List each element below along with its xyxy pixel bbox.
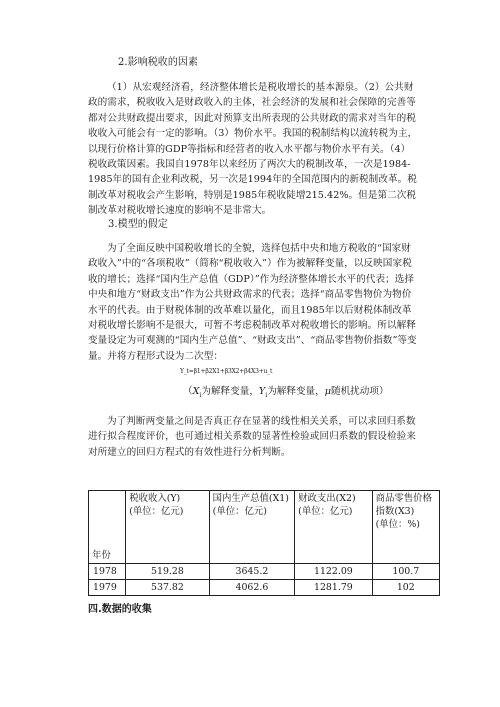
section-2-heading: 2.影响税收的因素 [118, 57, 198, 68]
column-header-name: 商品零售价格指数(X3) [375, 493, 432, 517]
column-header [295, 491, 372, 564]
retail-price-index-cell: 102 [372, 580, 439, 596]
section-2-paragraph: （1）从宏观经济看，经济整体增长是税收增长的基本源泉。（2）公共财政的需求，税收收入是财政收入的主体，社会经济的发展和社会保障的完善等都对公共财政提出要求，因此对预算支出所表现的公共财政的需求对当年的税收收入可能会有一定的影响。（3）物价水平。我国的税制结构以流转税为主，以现行价格计算的GDP等指标和经营者的收入水平都与物价水平有关。（4）税收政策因素。我国自1978年以来经历了两次大的税制改革，一次是1984-1985年的国有企业利改税，另一次是1994年的全国范围内的新税制改革。税制改革对税收会产生影响，特别是1985年税收陡增215.42%。但是第二次税制改革对税收增长速度的影响不是非常大。 [88, 82, 418, 217]
section-4-heading: 四.数据的收集 [88, 604, 152, 615]
year-cell: 1978 [89, 564, 126, 580]
note-yi-subscript: i [265, 391, 268, 399]
table-row [89, 564, 440, 580]
variable-note [183, 385, 389, 403]
tax-data-table [88, 490, 440, 596]
note-mu-symbol: μ [324, 386, 331, 397]
fiscal-expenditure-cell: 1281.79 [295, 580, 372, 596]
year-header-cell [89, 491, 126, 564]
note-close: 随机扰动项） [331, 386, 389, 397]
tax-revenue-cell: 519.28 [126, 564, 209, 580]
section-3-paragraph-2: 为了判断两变量之间是否真正存在显著的线性相关关系，可以求回归系数进行拟合程度评价，也可通过相关系数的显著性检验或回归系数的假设检验来对所建立的回归方程式的有效性进行分析判断。 [88, 416, 416, 458]
column-header [372, 491, 439, 564]
column-header-name: 财政支出(X2) [298, 493, 356, 504]
section-3-heading: 3.模型的假定 [108, 219, 168, 230]
note-text-1: 为解释变量， [201, 386, 259, 397]
gdp-cell: 4062.6 [209, 580, 294, 596]
section-3-paragraph: 为了全面反映中国税收增长的全貌，选择包括中央和地方税收的“国家财政收入”中的“各项税收”（简称“税收收入”）作为被解释变量，以反映国家税收的增长；选择“国内生产总值（GDP）”作为经济整体增长水平的代表；选择中央和地方“财政支出”作为公共财政需求的代表；选择“商品零售物价为物价水平的代表。由于财税体制的改革难以量化，而且1985年以后财税体制改革对税收增长影响不是很大，可暂不考虑税制改革对税收增长的影响。所以解释变量设定为可观测的“国内生产总值”、“财政支出”、“商品零售物价指数”等变量。并将方程形式设为二次型： [88, 243, 417, 362]
column-header [126, 491, 209, 564]
column-header-name: 国内生产总值(X1) [212, 493, 289, 504]
retail-price-index-cell: 100.7 [372, 564, 439, 580]
column-header-unit: (单位：亿元) [212, 506, 267, 517]
table-row [89, 580, 440, 596]
note-xi-symbol: X [192, 386, 200, 397]
note-xi-subscript: i [199, 391, 202, 399]
year-header-label: 年份 [92, 550, 111, 561]
note-text-2: 为解释变量， [267, 386, 325, 397]
note-yi-symbol: Y [258, 386, 266, 397]
column-header-name: 税收收入(Y) [129, 493, 181, 504]
column-header-unit: (单位：亿元) [298, 506, 353, 517]
table-header-row [89, 491, 440, 564]
fiscal-expenditure-cell: 1122.09 [295, 564, 372, 580]
tax-revenue-cell: 537.82 [126, 580, 209, 596]
gdp-cell: 3645.2 [209, 564, 294, 580]
note-open: （ [183, 386, 193, 397]
column-header [209, 491, 294, 564]
year-cell: 1979 [89, 580, 126, 596]
column-header-unit: (单位：%) [375, 519, 420, 530]
regression-formula: Y_t=β1+β2X1+β3X2+β4X3+u_t [180, 368, 273, 375]
column-header-unit: (单位：亿元) [129, 506, 184, 517]
